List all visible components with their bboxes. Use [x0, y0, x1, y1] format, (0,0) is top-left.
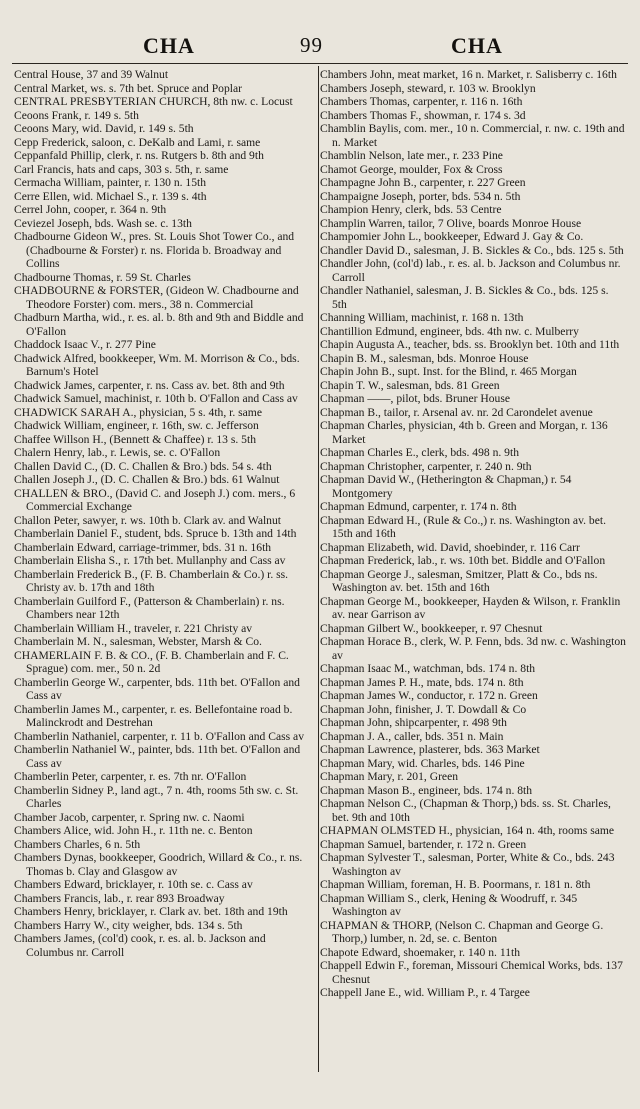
- directory-entry: Chadburn Martha, wid., r. es. al. b. 8th and 9th and Biddle and O'Fallon: [14, 311, 304, 338]
- directory-entry: Chapman Charles, physician, 4th b. Green and Morgan, r. 136 Market: [320, 419, 608, 446]
- directory-entry: Chambers James, (col'd) cook, r. es. al. b. Jackson and Columbus nr. Carroll: [14, 932, 266, 959]
- directory-entry: Chapman B., tailor, r. Arsenal av. nr. 2d Carondelet avenue: [320, 405, 593, 419]
- directory-entry: Chamberlin Sidney P., land agt., 7 n. 4th, rooms 5th sw. c. St. Charles: [14, 783, 299, 810]
- directory-entry: CHALLEN & BRO., (David C. and Joseph J.) com. mers., 6 Commercial Exchange: [14, 486, 296, 513]
- directory-entry: Chadbourne Gideon W., pres. St. Louis Shot Tower Co., and (Chadbourne & Forster) r. ns. Florida b. Broadway and Collins: [14, 230, 295, 270]
- directory-entry: Ceoons Mary, wid. David, r. 149 s. 5th: [14, 122, 194, 135]
- directory-entry: Chadwick William, engineer, r. 16th, sw. c. Jefferson: [14, 419, 259, 432]
- directory-entry: CHAMERLAIN F. B. & CO., (F. B. Chamberlain and F. C. Sprague) com. mer., 50 n. 2d: [14, 648, 289, 675]
- directory-entry: Champlin Warren, tailor, 7 Olive, boards Monroe House: [320, 216, 582, 230]
- directory-entry: Chaddock Isaac V., r. 277 Pine: [14, 338, 156, 351]
- directory-entry: Chamberlain Daniel F., student, bds. Spruce b. 13th and 14th: [14, 527, 297, 540]
- directory-entry: Champaigne Joseph, porter, bds. 534 n. 5th: [320, 189, 521, 203]
- directory-entry: Chapote Edward, shoemaker, r. 140 n. 11th: [320, 945, 521, 959]
- directory-entry: Chapman Mason B., engineer, bds. 174 n. 8th: [320, 783, 533, 797]
- directory-entry: Chandler David D., salesman, J. B. Sickles & Co., bds. 125 s. 5th: [320, 243, 624, 257]
- directory-entry: Champagne John B., carpenter, r. 227 Green: [320, 176, 526, 189]
- directory-entry: Chapman Sylvester T., salesman, Porter, White & Co., bds. 243 Washington av: [320, 851, 615, 878]
- left-column: [14, 68, 314, 959]
- directory-entry: Chapman James W., conductor, r. 172 n. Green: [320, 689, 538, 702]
- directory-entry: Chamber Jacob, carpenter, r. Spring nw. c. Naomi: [14, 810, 245, 824]
- directory-entry: Ceoons Frank, r. 149 s. 5th: [14, 108, 139, 122]
- directory-entry: CHAPMAN OLMSTED H., physician, 164 n. 4th, rooms same: [320, 824, 615, 837]
- directory-entry: Chambers Dynas, bookkeeper, Goodrich, Willard & Co., r. ns. Thomas b. Clay and Glasgow av: [14, 851, 303, 878]
- directory-entry: Ceviezel Joseph, bds. Wash se. c. 13th: [14, 216, 192, 230]
- directory-entry: Chamberlain Elisha S., r. 17th bet. Mullanphy and Cass av: [14, 554, 286, 567]
- directory-entry: Chambers John, meat market, 16 n. Market, r. Salisberry c. 16th: [320, 68, 617, 81]
- page-number: 99: [300, 33, 323, 57]
- directory-entry: Chamberlin Nathaniel, carpenter, r. 11 b. O'Fallon and Cass av: [14, 729, 304, 743]
- directory-entry: Chamberlin James M., carpenter, r. es. Bellefontaine road b. Malinckrodt and Destrehan: [14, 702, 293, 729]
- directory-entry: Chambers Alice, wid. John H., r. 11th ne. c. Benton: [14, 824, 253, 837]
- directory-entry: Chapin Augusta A., teacher, bds. ss. Brooklyn bet. 10th and 11th: [320, 338, 620, 351]
- directory-entry: Chapman James P. H., mate, bds. 174 n. 8th: [320, 675, 524, 689]
- directory-entry: Chamberlain M. N., salesman, Webster, Marsh & Co.: [14, 635, 262, 648]
- directory-entry: Chapman John, shipcarpenter, r. 498 9th: [320, 716, 507, 729]
- directory-entry: Chalern Henry, lab., r. Lewis, se. c. O'Fallon: [14, 446, 221, 459]
- directory-entry: Chambers Thomas F., showman, r. 174 s. 3d: [320, 108, 526, 122]
- directory-entry: Chapman Edward H., (Rule & Co.,) r. ns. Washington av. bet. 15th and 16th: [320, 513, 606, 540]
- column-divider: [318, 66, 319, 1072]
- directory-entry: Chapman Mary, wid. Charles, bds. 146 Pine: [320, 756, 525, 770]
- directory-entry: Chamberlin Peter, carpenter, r. es. 7th nr. O'Fallon: [14, 770, 247, 783]
- directory-entry: Ceppanfald Phillip, clerk, r. ns. Rutgers b. 8th and 9th: [14, 149, 264, 162]
- directory-entry: Chapman Isaac M., watchman, bds. 174 n. 8th: [320, 662, 536, 675]
- directory-entry: Chapman ——, pilot, bds. Bruner House: [320, 392, 510, 405]
- directory-entry: Chapman Edmund, carpenter, r. 174 n. 8th: [320, 500, 517, 513]
- directory-entry: Chambers Joseph, steward, r. 103 w. Brooklyn: [320, 81, 536, 95]
- directory-entry: Chapman William, foreman, H. B. Poormans, r. 181 n. 8th: [320, 878, 591, 891]
- directory-entry: Central Market, ws. s. 7th bet. Spruce and Poplar: [14, 81, 242, 95]
- directory-entry: Champomier John L., bookkeeper, Edward J. Gay & Co.: [320, 230, 584, 243]
- directory-entry: Chapman George J., salesman, Smitzer, Platt & Co., bds ns. Washington av. bet. 15th and 16th: [320, 567, 598, 594]
- directory-entry: CHAPMAN & THORP, (Nelson C. Chapman and George G. Thorp,) lumber, n. 2d, se. c. Benton: [320, 918, 604, 945]
- directory-entry: Cerre Ellen, wid. Michael S., r. 139 s. 4th: [14, 189, 207, 203]
- directory-entry: Chapman Mary, r. 201, Green: [320, 770, 459, 783]
- directory-entry: Chantillion Edmund, engineer, bds. 4th nw. c. Mulberry: [320, 324, 579, 338]
- directory-entry: Chappell Jane E., wid. William P., r. 4 Targee: [320, 986, 530, 999]
- left-guide-word: CHA: [143, 33, 195, 58]
- directory-entry: Channing William, machinist, r. 168 n. 13th: [320, 311, 524, 324]
- directory-entry: Chadwick James, carpenter, r. ns. Cass av. bet. 8th and 9th: [14, 378, 285, 392]
- directory-entry: Chapman Horace B., clerk, W. P. Fenn, bds. 3d nw. c. Washington av: [320, 635, 626, 662]
- directory-entry: Chappell Edwin F., foreman, Missouri Chemical Works, bds. 137 Chesnut: [320, 959, 623, 986]
- directory-entry: Chapman William S., clerk, Hening & Woodruff, r. 345 Washington av: [320, 891, 578, 918]
- directory-entry: Chambers Charles, 6 n. 5th: [14, 837, 141, 851]
- directory-entry: Chamot George, moulder, Fox & Cross: [320, 162, 503, 176]
- directory-entry: Chapman Frederick, lab., r. ws. 10th bet. Biddle and O'Fallon: [320, 554, 606, 567]
- right-guide-word: CHA: [451, 33, 503, 58]
- directory-entry: Cermacha William, painter, r. 130 n. 15th: [14, 176, 207, 189]
- directory-entry: CENTRAL PRESBYTERIAN CHURCH, 8th nw. c. Locust: [14, 95, 293, 108]
- directory-entry: Chapin John B., supt. Inst. for the Blind, r. 465 Morgan: [320, 365, 577, 378]
- directory-entry: CHADBOURNE & FORSTER, (Gideon W. Chadbourne and Theodore Forster) com. mers., 38 n. Commercial: [14, 284, 299, 311]
- directory-entry: Chambers Edward, bricklayer, r. 10th se. c. Cass av: [14, 878, 253, 891]
- directory-entry: Chandler John, (col'd) lab., r. es. al. b. Jackson and Columbus nr. Carroll: [320, 257, 621, 284]
- directory-entry: Chambers Thomas, carpenter, r. 116 n. 16th: [320, 95, 523, 108]
- directory-entry: Chamberlain William H., traveler, r. 221 Christy av: [14, 621, 253, 635]
- directory-entry: Chapman Elizabeth, wid. David, shoebinder, r. 116 Carr: [320, 540, 580, 554]
- right-column: [320, 68, 626, 1000]
- directory-entry: Central House, 37 and 39 Walnut: [14, 68, 169, 81]
- directory-entry: CHADWICK SARAH A., physician, 5 s. 4th, r. same: [14, 405, 262, 419]
- directory-entry: Chapin B. M., salesman, bds. Monroe House: [320, 351, 529, 365]
- directory-entry: Chapin T. W., salesman, bds. 81 Green: [320, 378, 500, 392]
- directory-entry: Carl Francis, hats and caps, 303 s. 5th, r. same: [14, 162, 229, 176]
- directory-entry: Chapman Nelson C., (Chapman & Thorp,) bds. ss. St. Charles, bet. 9th and 10th: [320, 797, 611, 824]
- directory-entry: Chaffee Willson H., (Bennett & Chaffee) r. 13 s. 5th: [14, 432, 256, 446]
- directory-entry: Challen David C., (D. C. Challen & Bro.) bds. 54 s. 4th: [14, 459, 272, 473]
- directory-entry: Chamblin Baylis, com. mer., 10 n. Commercial, r. nw. c. 19th and n. Market: [320, 122, 625, 149]
- directory-entry: Chapman Charles E., clerk, bds. 498 n. 9th: [320, 446, 519, 459]
- directory-entry: Chamberlain Guilford F., (Patterson & Chamberlain) r. ns. Chambers near 12th: [14, 594, 285, 621]
- directory-entry: Chapman Christopher, carpenter, r. 240 n. 9th: [320, 459, 532, 473]
- directory-entry: Cerrel John, cooper, r. 364 n. 9th: [14, 203, 167, 216]
- directory-entry: Chamberlin Nathaniel W., painter, bds. 11th bet. O'Fallon and Cass av: [14, 743, 301, 770]
- directory-entry: Chamberlin George W., carpenter, bds. 11th bet. O'Fallon and Cass av: [14, 675, 300, 702]
- directory-entry: Chambers Henry, bricklayer, r. Clark av. bet. 18th and 19th: [14, 905, 288, 918]
- directory-entry: Chapman Gilbert W., bookkeeper, r. 97 Chesnut: [320, 621, 543, 635]
- directory-entry: Cepp Frederick, saloon, c. DeKalb and Lami, r. same: [14, 135, 261, 149]
- directory-entry: Challon Peter, sawyer, r. ws. 10th b. Clark av. and Walnut: [14, 513, 281, 527]
- directory-entry: Challen Joseph J., (D. C. Challen & Bro.) bds. 61 Walnut: [14, 473, 280, 486]
- directory-entry: Champion Henry, clerk, bds. 53 Centre: [320, 203, 502, 216]
- header-rule: [12, 63, 628, 64]
- directory-entry: Chamberlain Frederick B., (F. B. Chamberlain & Co.) r. ss. Christy av. b. 17th and 18th: [14, 567, 289, 594]
- directory-entry: Chadwick Samuel, machinist, r. 10th b. O'Fallon and Cass av: [14, 392, 298, 405]
- directory-entry: Chapman David W., (Hetherington & Chapman,) r. 54 Montgomery: [320, 473, 572, 500]
- directory-entry: Chapman J. A., caller, bds. 351 n. Main: [320, 729, 504, 743]
- directory-entry: Chapman John, finisher, J. T. Dowdall & Co: [320, 702, 527, 716]
- directory-entry: Chamblin Nelson, late mer., r. 233 Pine: [320, 149, 503, 162]
- directory-entry: Chapman Samuel, bartender, r. 172 n. Green: [320, 837, 527, 851]
- directory-entry: Chadwick Alfred, bookkeeper, Wm. M. Morrison & Co., bds. Barnum's Hotel: [14, 351, 300, 378]
- page-header: [0, 33, 640, 59]
- directory-entry: Chapman George M., bookkeeper, Hayden & Wilson, r. Franklin av. near Garrison av: [320, 594, 621, 621]
- directory-entry: Chamberlain Edward, carriage-trimmer, bds. 31 n. 16th: [14, 540, 272, 554]
- directory-entry: Chandler Nathaniel, salesman, J. B. Sickles & Co., bds. 125 s. 5th: [320, 284, 609, 311]
- directory-entry: Chadbourne Thomas, r. 59 St. Charles: [14, 270, 191, 284]
- directory-entry: Chambers Francis, lab., r. rear 893 Broadway: [14, 891, 225, 905]
- directory-entry: Chapman Lawrence, plasterer, bds. 363 Market: [320, 743, 540, 756]
- directory-entry: Chambers Harry W., city weigher, bds. 134 s. 5th: [14, 918, 243, 932]
